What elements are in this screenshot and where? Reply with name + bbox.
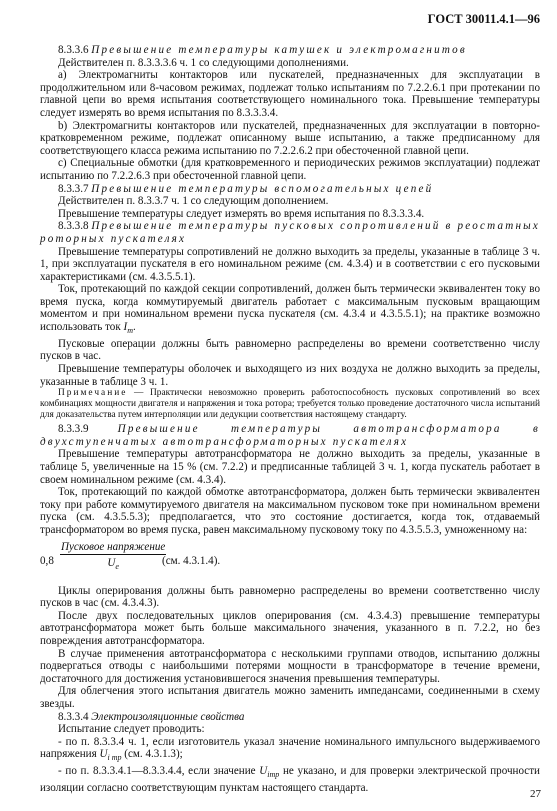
paragraph: Ток, протекающий по каждой обмотке автотрансформатора, должен быть термически эквивалентен току при работе коммутируемого двигателя на максимальном пусковом токе при номинальном времени пуска (см. 4.3.5.5.3); предполагается, что это состояние достигается, когда ток, отдаваемый трансформатором во время пуска, равен максимальному пусковому току по 4.3.5.5.3, умноженному на: (40, 486, 540, 536)
paragraph: Циклы оперирования должны быть равномерно распределены во времени соответственно числу пусков в час (см. 4.3.4.3). (40, 584, 540, 610)
section-8338-heading (40, 220, 540, 245)
paragraph: Действителен п. 8.3.3.3.6 ч. 1 со следующими дополнениями. (58, 56, 349, 69)
text: - по п. 8.3.3.4 ч. 1, если изготовитель указал значение номинального импульсного выдерживаемого напряжения (40, 735, 540, 761)
subscript: е (115, 561, 119, 571)
paragraph: Превышение температуры сопротивлений не должно выходить за пределы, указанные в таблице 3 ч. 1, при эксплуатации пускателя в его номинальном режиме (см. 4.3.4) и в соответствии с его пусковыми характеристиками (см. 4.3.5.5.1). (40, 245, 540, 283)
list-item-a: а) Электромагниты контакторов или пускателей, предназначенных для эксплуатации в продолжительном или 8-часовом режимах, подлежат только испытаниям по 7.2.2.6.1 при протекании по главной цепи во время испытания соответствующего номинального тока. Превышение температуры следует измерять во время испытания по 8.3.3.3.4. (40, 69, 540, 119)
section-number: 8.3.3.4 (58, 710, 89, 723)
section-number: 8.3.3.7 (58, 182, 89, 195)
formula (40, 541, 540, 583)
section-8334-heading (40, 711, 540, 724)
section-title: Превышение температуры пусковых сопротивлений в реостатных роторных пускателях (40, 220, 540, 245)
section-title: Превышение температуры катушек и электромагнитов (91, 44, 467, 56)
list-item (40, 765, 540, 794)
note-text: — Практически невозможно проверить работоспособность пусковых сопротивлений во всех комбинациях мощности двигателя и напряжения и тока ротора; требуется только проведение достаточного числа испытаний для доказательства путем интерполяции или дедукции соответствия настоящему стандарту. (40, 388, 540, 421)
paragraph (40, 283, 540, 338)
formula-reference: (см. 4.3.1.4). (162, 554, 221, 567)
list-item (40, 736, 540, 765)
text: Ток, протекающий по каждой секции сопротивлений, должен быть термически эквивалентен току во время пуска, когда коммутируемый двигатель работает с максимальным пусковым вращающим моментом и при номинальном времени пуска пускателя (см. 4.3.4 и 4.3.5.5.1); на практике возможно использовать ток (40, 283, 540, 334)
formula-numerator: Пусковое напряжение (61, 540, 166, 553)
formula-denominator (60, 555, 166, 571)
paragraph: После двух последовательных циклов оперирования (см. 4.3.4.3) превышение температуры автотрансформатора может быть больше максимального значения, указанного в п. 7.2.2, но без повреждения автотрансформатора. (40, 609, 540, 647)
paragraph: Превышение температуры оболочек и выходящего из них воздуха не должно выходить за пределы, указанные в таблице 3 ч. 1. (40, 363, 540, 388)
paragraph: Пусковые операции должны быть равномерно распределены во времени соответственно числу пусков в час. (40, 337, 540, 363)
text: не указано, и для проверки электрической прочности изоляции согласно соответствующим пунктам настоящего стандарта. (40, 765, 540, 794)
text: - по п. 8.3.3.4.1—8.3.3.4.4, если значение (58, 765, 260, 778)
paragraph: Превышение температуры следует измерять во время испытания по 8.3.3.3.4. (58, 207, 425, 220)
formula-fraction (60, 541, 166, 571)
variable: I (123, 321, 128, 334)
formula-coefficient: 0,8 (40, 554, 54, 567)
variable: U (107, 556, 116, 569)
paragraph: Превышение температуры автотрансформатора не должно выходить за пределы, указанные в таблице 5, увеличенные на 15 % (см. 7.2.2) и предписанные таблицей 3 ч. 1, когда пускатель работает в своем номинальном режиме (см. 4.3.4). (40, 448, 540, 486)
variable: U (99, 748, 108, 761)
section-title: Электроизоляционные свойства (91, 710, 245, 723)
variable: U (259, 765, 268, 778)
document-page (40, 12, 540, 795)
section-number: 8.3.3.6 (58, 44, 89, 56)
section-title: Превышение температуры автотрансформатора в двухступенчатых автотрансформаторных пускателях (40, 423, 540, 448)
list-item-c: с) Специальные обмотки (для кратковременного и периодических режимов эксплуатации) подлежат испытанию по 7.2.2.6.3 при обесточенной главной цепи. (40, 157, 540, 182)
paragraph: Действителен п. 8.3.3.7 ч. 1 со следующим дополнением. (58, 195, 329, 208)
section-number: 8.3.3.9 (58, 423, 89, 436)
paragraph: Испытание следует проводить: (58, 723, 205, 736)
text: . (132, 321, 136, 334)
text: (см. 4.3.1.3); (121, 748, 183, 761)
section-title: Превышение температуры вспомогательных цепей (91, 182, 434, 195)
list-item-b: b) Электромагниты контакторов или пускателей, предназначенных для эксплуатации в повторно-кратковременном режиме, подлежат описанному выше испытанию, а также предписанному для соответствующего класса режима испытанию по 7.2.2.6.2 при обесточенной главной цепи. (40, 119, 540, 157)
page-number: 27 (530, 788, 541, 800)
subscript: m (127, 326, 133, 336)
note (40, 388, 540, 421)
subscript: imp (267, 770, 280, 780)
section-8336-heading (40, 44, 540, 57)
section-8339-heading (40, 423, 540, 448)
paragraph: В случае применения автотрансформатора с несколькими группами отводов, испытанию должны подвергаться отводы с наибольшими потерями мощности в трансформаторе в течение времени, достаточного для достижения установившегося значения превышения температуры. (40, 647, 540, 685)
section-8337-heading (40, 183, 540, 196)
paragraph: Для облегчения этого испытания двигатель можно заменить импедансами, соединенными в схему звезды. (40, 685, 540, 710)
section-number: 8.3.3.8 (58, 220, 89, 233)
page-header: ГОСТ 30011.4.1—96 (427, 12, 540, 26)
note-label: Примечание (58, 388, 128, 399)
subscript: i mp (107, 753, 122, 763)
